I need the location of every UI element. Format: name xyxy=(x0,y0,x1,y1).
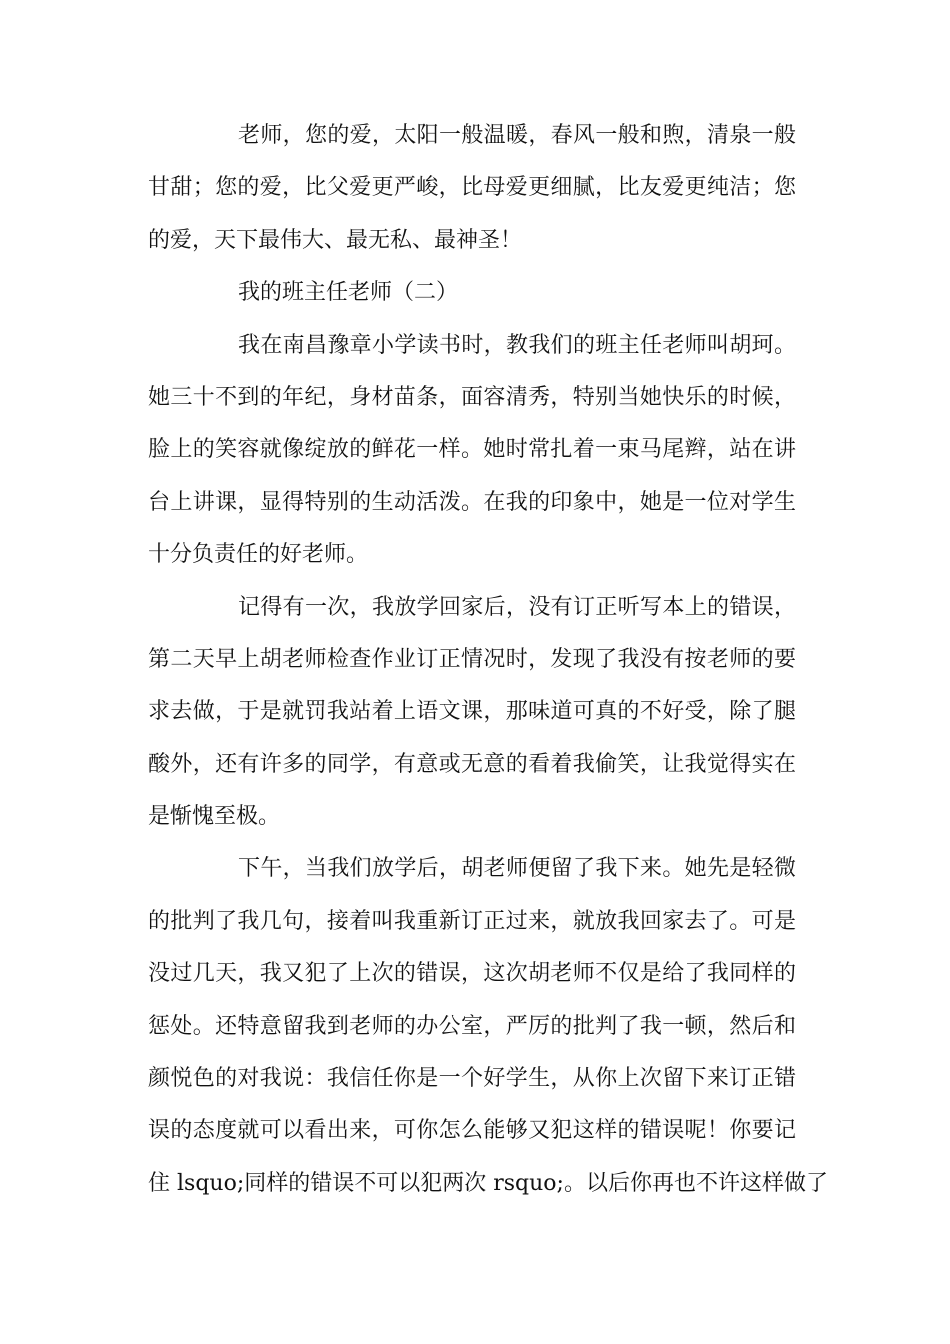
text-line: 酸外，还有许多的同学，有意或无意的看着我偷笑，让我觉得实在 xyxy=(148,751,796,777)
text-line: 惩处。还特意留我到老师的办公室，严厉的批判了我一顿，然后和 xyxy=(148,1013,796,1039)
text-line: 没过几天，我又犯了上次的错误，这次胡老师不仅是给了我同样的 xyxy=(148,961,796,987)
text-line: 下午，当我们放学后，胡老师便留了我下来。她先是轻微 xyxy=(238,856,796,882)
text-line: 甘甜；您的爱，比父爱更严峻，比母爱更细腻，比友爱更纯洁；您 xyxy=(148,175,796,201)
text-line: 十分负责任的好老师。 xyxy=(148,542,369,568)
text-line: 求去做，于是就罚我站着上语文课，那味道可真的不好受，除了腿 xyxy=(148,699,796,725)
text-line: 记得有一次，我放学回家后，没有订正听写本上的错误， xyxy=(238,594,796,620)
text-line: 是惭愧至极。 xyxy=(148,804,281,830)
text-line: 的批判了我几句，接着叫我重新订正过来，就放我回家去了。可是 xyxy=(148,908,796,934)
text-line: 脸上的笑容就像绽放的鲜花一样。她时常扎着一束马尾辫，站在讲 xyxy=(148,437,796,463)
text-line: 的爱，天下最伟大、最无私、最神圣！ xyxy=(148,227,523,253)
text-line: 第二天早上胡老师检查作业订正情况时，发现了我没有按老师的要 xyxy=(148,646,796,672)
text-line: 误的态度就可以看出来，可你怎么能够又犯这样的错误呢！你要记 xyxy=(148,1118,796,1144)
document-body xyxy=(148,114,828,1214)
text-line: 台上讲课，显得特别的生动活泼。在我的印象中，她是一位对学生 xyxy=(148,489,796,515)
text-line: 我的班主任老师（二） xyxy=(238,280,459,306)
text-line: 住 lsquo;同样的错误不可以犯两次 rsquo;。以后你再也不许这样做了 xyxy=(148,1170,828,1196)
text-line: 我在南昌豫章小学读书时，教我们的班主任老师叫胡珂。 xyxy=(238,332,796,358)
text-line: 颜悦色的对我说：我信任你是一个好学生，从你上次留下来订正错 xyxy=(148,1066,796,1092)
text-line: 老师，您的爱，太阳一般温暖，春风一般和煦，清泉一般 xyxy=(238,123,796,148)
text-line: 她三十不到的年纪，身材苗条，面容清秀，特别当她快乐的时候， xyxy=(148,384,796,410)
